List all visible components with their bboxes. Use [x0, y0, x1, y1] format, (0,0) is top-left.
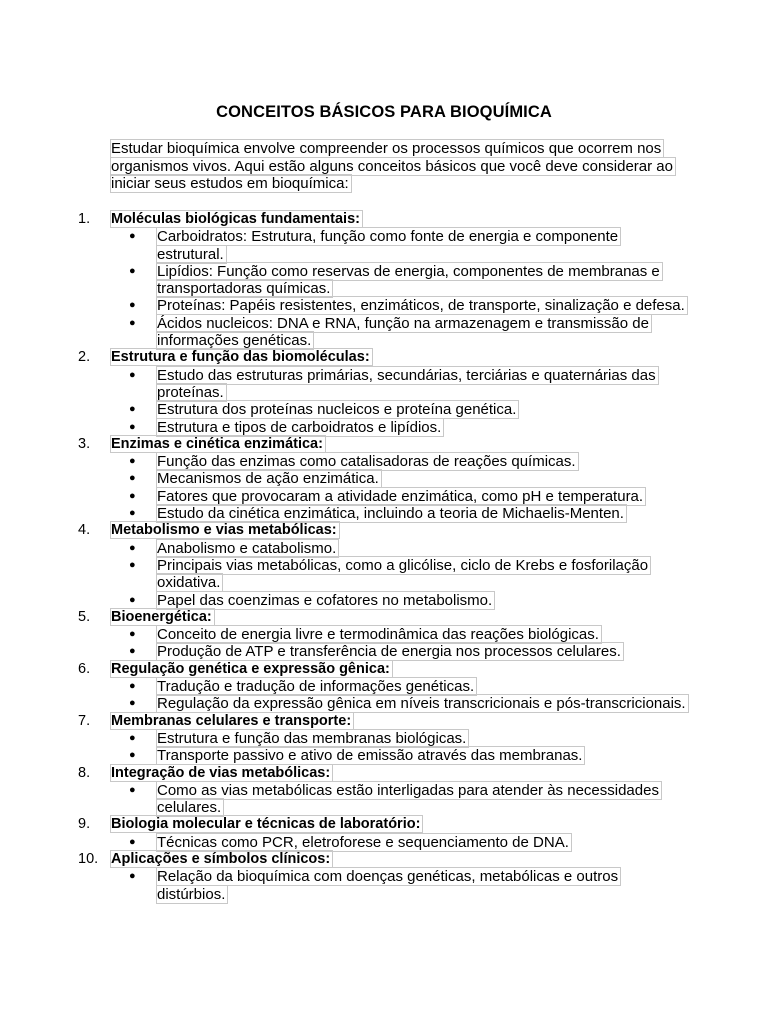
bullet-icon: ● [129, 316, 136, 329]
section-heading [110, 211, 768, 228]
section-heading [110, 349, 768, 366]
bullet-icon: ● [129, 628, 136, 641]
bullet-text-content: Proteínas: Papéis resistentes, enzimáticos, de transporte, sinalização e defesa. [156, 296, 688, 315]
bullet-text [156, 592, 691, 609]
page-title: CONCEITOS BÁSICOS PARA BIOQUÍMICA [216, 103, 552, 121]
list-item [0, 609, 768, 661]
bullet-item [0, 782, 768, 817]
bullet-icon: ● [129, 420, 136, 433]
list-item [0, 851, 768, 903]
bullet-list [0, 730, 768, 765]
bullet-list [0, 540, 768, 609]
bullet-icon: ● [129, 455, 136, 468]
bullet-item [0, 540, 768, 557]
section-heading-text: Biologia molecular e técnicas de laboratório: [110, 815, 423, 833]
list-item [0, 816, 768, 851]
section-heading-text: Metabolismo e vias metabólicas: [110, 521, 340, 539]
bullet-icon: ● [129, 489, 136, 502]
bullet-icon: ● [129, 593, 136, 606]
bullet-text-content: Estrutura e função das membranas biológicas. [156, 729, 469, 748]
bullet-text [156, 263, 691, 298]
bullet-text-content: Como as vias metabólicas estão interligadas para atender às necessidades celulares. [156, 781, 662, 817]
list-item [0, 436, 768, 522]
bullet-text-content: Anabolismo e catabolismo. [156, 539, 339, 558]
bullet-text [156, 297, 691, 314]
bullet-item [0, 488, 768, 505]
bullet-text-content: Estrutura e tipos de carboidratos e lipídios. [156, 418, 444, 437]
section-number: 7. [78, 712, 91, 729]
bullet-text-content: Mecanismos de ação enzimática. [156, 469, 382, 488]
bullet-list [0, 367, 768, 436]
bullet-icon: ● [129, 870, 136, 883]
bullet-text-content: Principais vias metabólicas, como a glicólise, ciclo de Krebs e fosforilação oxidativa. [156, 556, 651, 592]
section-number: 2. [78, 349, 91, 366]
bullet-item [0, 730, 768, 747]
section-number: 6. [78, 660, 91, 677]
bullet-icon: ● [129, 680, 136, 693]
bullet-text-content: Fatores que provocaram a atividade enzimática, como pH e temperatura. [156, 487, 646, 506]
section-heading-text: Membranas celulares e transporte: [110, 712, 354, 730]
bullet-text [156, 678, 691, 695]
bullet-list [0, 834, 768, 851]
section-heading-text: Aplicações e símbolos clínicos: [110, 850, 333, 868]
bullet-item [0, 453, 768, 470]
bullet-item [0, 747, 768, 764]
bullet-list [0, 782, 768, 817]
bullet-text-content: Produção de ATP e transferência de energia nos processos celulares. [156, 642, 624, 661]
section-heading-text: Enzimas e cinética enzimática: [110, 435, 326, 453]
bullet-item [0, 470, 768, 487]
bullet-text [156, 367, 691, 402]
bullet-text [156, 540, 691, 557]
section-heading [110, 661, 768, 678]
bullet-text [156, 315, 691, 350]
section-number: 3. [78, 435, 91, 452]
bullet-text [156, 834, 691, 851]
bullet-item [0, 297, 768, 314]
bullet-icon: ● [129, 264, 136, 277]
bullet-text [156, 747, 691, 764]
bullet-text [156, 730, 691, 747]
bullet-item [0, 592, 768, 609]
section-heading-text: Integração de vias metabólicas: [110, 764, 333, 782]
section-heading [110, 713, 768, 730]
bullet-item [0, 557, 768, 592]
bullet-list [0, 626, 768, 661]
bullet-list [0, 678, 768, 713]
list-item [0, 211, 768, 349]
bullet-icon: ● [129, 645, 136, 658]
section-heading-text: Moléculas biológicas fundamentais: [110, 210, 363, 228]
section-heading-text: Regulação genética e expressão gênica: [110, 660, 393, 678]
bullet-text-content: Ácidos nucleicos: DNA e RNA, função na armazenagem e transmissão de informações genéticas. [156, 314, 652, 350]
section-number: 1. [78, 211, 91, 227]
section-number: 4. [78, 522, 91, 539]
bullet-text-content: Estrutura dos proteínas nucleicos e proteína genética. [156, 400, 519, 419]
section-heading-text: Bioenergética: [110, 608, 215, 626]
bullet-list [0, 453, 768, 522]
section-heading [110, 816, 768, 833]
bullet-text [156, 643, 691, 660]
bullet-item [0, 419, 768, 436]
list-item [0, 349, 768, 435]
intro-paragraph [110, 140, 695, 193]
bullet-text [156, 401, 691, 418]
bullet-item [0, 868, 768, 903]
bullet-text [156, 505, 691, 522]
bullet-item [0, 505, 768, 522]
bullet-text [156, 868, 691, 903]
bullet-item [0, 401, 768, 418]
list-item [0, 661, 768, 713]
intro-text: Estudar bioquímica envolve compreender os processos químicos que ocorrem nos organismos vivos. Aqui estão alguns conceitos básicos que você deve considerar ao iniciar seus estudos em bioquímica: [110, 139, 676, 193]
bullet-text-content: Tradução e tradução de informações genéticas. [156, 677, 477, 696]
bullet-item [0, 678, 768, 695]
bullet-list [0, 868, 768, 903]
bullet-text [156, 453, 691, 470]
bullet-text-content: Relação da bioquímica com doenças genéticas, metabólicas e outros distúrbios. [156, 867, 621, 903]
bullet-text-content: Conceito de energia livre e termodinâmica das reações biológicas. [156, 625, 602, 644]
bullet-item [0, 367, 768, 402]
bullet-icon: ● [129, 403, 136, 416]
bullet-icon: ● [129, 697, 136, 710]
section-heading [110, 609, 768, 626]
bullet-text-content: Técnicas como PCR, eletroforese e sequenciamento de DNA. [156, 833, 572, 852]
bullet-icon: ● [129, 541, 136, 554]
bullet-text [156, 228, 691, 263]
bullet-text-content: Carboidratos: Estrutura, função como fonte de energia e componente estrutural. [156, 227, 621, 263]
bullet-text-content: Transporte passivo e ativo de emissão através das membranas. [156, 746, 585, 765]
bullet-text [156, 419, 691, 436]
section-heading [110, 436, 768, 453]
bullet-icon: ● [129, 749, 136, 762]
list-item [0, 522, 768, 608]
bullet-text-content: Lipídios: Função como reservas de energia, componentes de membranas e transportadoras químicas. [156, 262, 663, 298]
list-item [0, 713, 768, 765]
bullet-icon: ● [129, 230, 136, 243]
section-number: 8. [78, 764, 91, 781]
section-heading [110, 851, 768, 868]
bullet-text [156, 695, 691, 712]
bullet-text-content: Regulação da expressão gênica em níveis transcricionais e pós-transcricionais. [156, 694, 689, 713]
bullet-text [156, 488, 691, 505]
bullet-text-content: Estudo da cinética enzimática, incluindo a teoria de Michaelis-Menten. [156, 504, 627, 523]
bullet-icon: ● [129, 783, 136, 796]
bullet-icon: ● [129, 299, 136, 312]
bullet-item [0, 695, 768, 712]
bullet-text [156, 470, 691, 487]
section-number: 9. [78, 816, 91, 833]
bullet-icon: ● [129, 835, 136, 848]
section-heading [110, 522, 768, 539]
list-item [0, 765, 768, 817]
bullet-text [156, 782, 691, 817]
section-number: 10. [78, 850, 99, 867]
bullet-item [0, 834, 768, 851]
bullet-text-content: Função das enzimas como catalisadoras de reações químicas. [156, 452, 579, 471]
section-heading [110, 765, 768, 782]
bullet-item [0, 228, 768, 263]
bullet-item [0, 263, 768, 298]
bullet-icon: ● [129, 472, 136, 485]
bullet-item [0, 315, 768, 350]
bullet-text-content: Estudo das estruturas primárias, secundárias, terciárias e quaternárias das proteínas. [156, 366, 659, 402]
bullet-text [156, 626, 691, 643]
bullet-icon: ● [129, 558, 136, 571]
bullet-text [156, 557, 691, 592]
bullet-item [0, 643, 768, 660]
bullet-icon: ● [129, 731, 136, 744]
bullet-icon: ● [129, 368, 136, 381]
bullet-list [0, 228, 768, 349]
bullet-icon: ● [129, 507, 136, 520]
section-heading-text: Estrutura e função das biomoléculas: [110, 348, 373, 366]
section-number: 5. [78, 608, 91, 625]
bullet-text-content: Papel das coenzimas e cofatores no metabolismo. [156, 591, 495, 610]
numbered-section-list [0, 211, 768, 903]
bullet-item [0, 626, 768, 643]
